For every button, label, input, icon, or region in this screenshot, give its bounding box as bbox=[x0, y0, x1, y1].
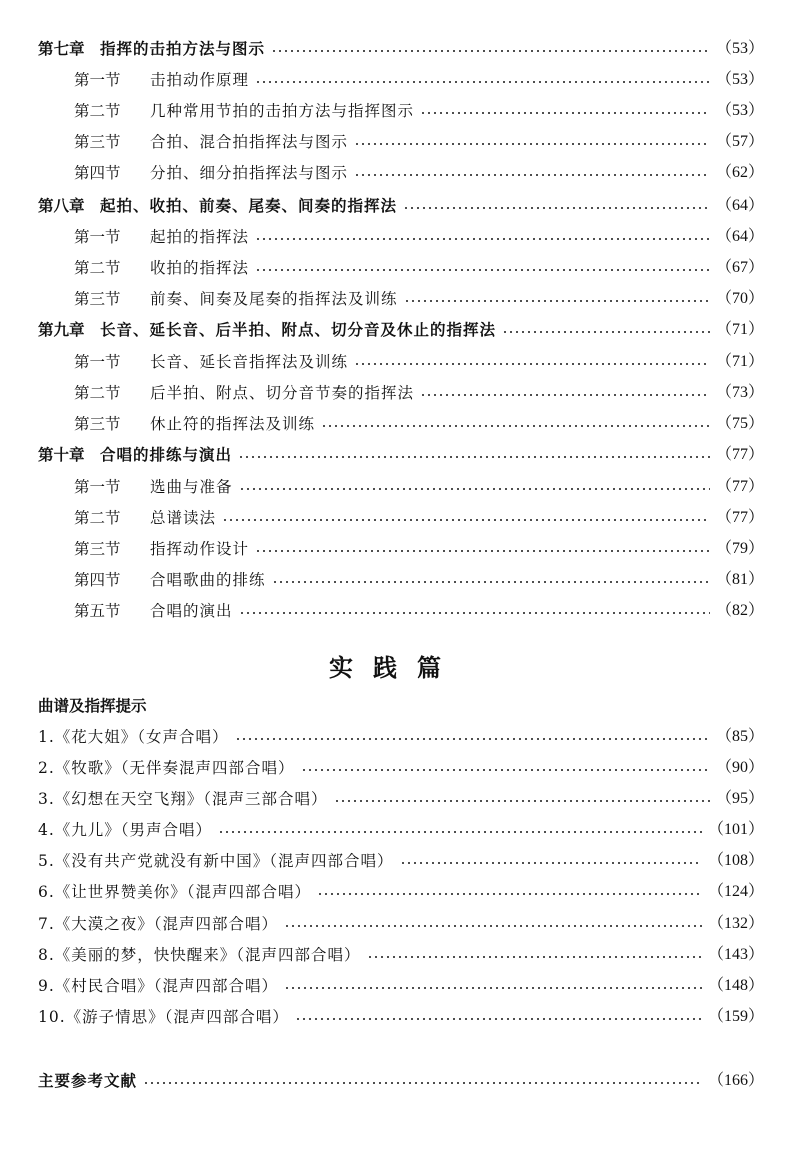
dot-leader bbox=[321, 425, 710, 427]
chapter-number: 第七章 bbox=[38, 40, 85, 58]
toc-section[interactable] bbox=[74, 130, 764, 154]
dot-leader bbox=[255, 81, 710, 83]
toc-chapter-10[interactable] bbox=[38, 443, 764, 467]
section-title: 合唱歌曲的排练 bbox=[150, 571, 266, 589]
page-number: （71） bbox=[715, 321, 764, 338]
page-number: （159） bbox=[707, 1008, 764, 1025]
page-number: （101） bbox=[707, 821, 764, 838]
section-title: 合拍、混合拍指挥法与图示 bbox=[150, 133, 349, 151]
page-number: （81） bbox=[715, 571, 764, 588]
chapter-number: 第十章 bbox=[38, 446, 85, 464]
dot-leader bbox=[403, 207, 710, 209]
toc-section[interactable] bbox=[74, 506, 764, 530]
section-title: 击拍动作原理 bbox=[150, 71, 250, 89]
toc-section[interactable] bbox=[74, 256, 764, 280]
section-number: 第一节 bbox=[74, 71, 121, 89]
toc-score-item[interactable] bbox=[38, 1005, 764, 1029]
toc-section[interactable] bbox=[74, 287, 764, 311]
page-number: （67） bbox=[715, 259, 764, 276]
page-number: （53） bbox=[715, 71, 764, 88]
dot-leader bbox=[420, 112, 710, 114]
dot-leader bbox=[354, 174, 710, 176]
dot-leader bbox=[367, 956, 702, 958]
section-title: 前奏、间奏及尾奏的指挥法及训练 bbox=[150, 290, 398, 308]
dot-leader bbox=[255, 269, 710, 271]
chapter-title: 长音、延长音、后半拍、附点、切分音及休止的指挥法 bbox=[100, 321, 497, 339]
page-number: （77） bbox=[715, 478, 764, 495]
dot-leader bbox=[272, 581, 710, 583]
dot-leader bbox=[235, 738, 710, 740]
dot-leader bbox=[284, 987, 702, 989]
section-number: 第三节 bbox=[74, 290, 121, 308]
section-number: 第一节 bbox=[74, 228, 121, 246]
score-title: 2.《牧歌》（无伴奏混声四部合唱） bbox=[38, 759, 295, 777]
dot-leader bbox=[218, 831, 702, 833]
section-title: 总谱读法 bbox=[150, 509, 217, 527]
chapter-number: 第八章 bbox=[38, 197, 85, 215]
toc-score-item[interactable] bbox=[38, 912, 764, 936]
toc-score-item[interactable] bbox=[38, 849, 764, 873]
score-title: 6.《让世界赞美你》（混声四部合唱） bbox=[38, 883, 312, 901]
section-number: 第四节 bbox=[74, 164, 121, 182]
dot-leader bbox=[271, 50, 710, 52]
page-number: （124） bbox=[707, 883, 764, 900]
toc-section[interactable] bbox=[74, 381, 764, 405]
page-number: （64） bbox=[715, 197, 764, 214]
toc-section[interactable] bbox=[74, 537, 764, 561]
section-title: 休止符的指挥法及训练 bbox=[150, 415, 316, 433]
chapter-title: 合唱的排练与演出 bbox=[100, 446, 233, 464]
page-number: （108） bbox=[707, 852, 764, 869]
page-number: （62） bbox=[715, 164, 764, 181]
toc-score-item[interactable] bbox=[38, 787, 764, 811]
page-number: （148） bbox=[707, 977, 764, 994]
page-number: （166） bbox=[707, 1072, 764, 1089]
section-title: 几种常用节拍的击拍方法与指挥图示 bbox=[150, 102, 415, 120]
score-title: 7.《大漠之夜》（混声四部合唱） bbox=[38, 915, 279, 933]
section-number: 第四节 bbox=[74, 571, 121, 589]
toc-section[interactable] bbox=[74, 475, 764, 499]
dot-leader bbox=[239, 612, 710, 614]
page-number: （77） bbox=[715, 446, 764, 463]
dot-leader bbox=[317, 893, 702, 895]
page-number: （70） bbox=[715, 290, 764, 307]
score-title: 8.《美丽的梦，快快醒来》（混声四部合唱） bbox=[38, 946, 361, 964]
page-number: （57） bbox=[715, 133, 764, 150]
dot-leader bbox=[301, 769, 710, 771]
section-number: 第二节 bbox=[74, 259, 121, 277]
section-title: 后半拍、附点、切分音节奏的指挥法 bbox=[150, 384, 415, 402]
page-number: （53） bbox=[715, 102, 764, 119]
section-title: 长音、延长音指挥法及训练 bbox=[150, 353, 349, 371]
toc-section[interactable] bbox=[74, 68, 764, 92]
toc-references[interactable] bbox=[38, 1069, 764, 1093]
page-number: （53） bbox=[715, 40, 764, 57]
toc-section[interactable] bbox=[74, 161, 764, 185]
section-number: 第三节 bbox=[74, 540, 121, 558]
page-number: （75） bbox=[715, 415, 764, 432]
dot-leader bbox=[502, 331, 710, 333]
toc-section[interactable] bbox=[74, 99, 764, 123]
chapter-title: 指挥的击拍方法与图示 bbox=[100, 40, 266, 58]
page-number: （85） bbox=[715, 728, 764, 745]
dot-leader bbox=[239, 488, 710, 490]
score-title: 5.《没有共产党就没有新中国》（混声四部合唱） bbox=[38, 852, 394, 870]
chapter-number: 第九章 bbox=[38, 321, 85, 339]
score-title: 4.《九儿》（男声合唱） bbox=[38, 821, 213, 839]
section-number: 第三节 bbox=[74, 133, 121, 151]
dot-leader bbox=[354, 363, 710, 365]
section-title: 收拍的指挥法 bbox=[150, 259, 250, 277]
page-number: （95） bbox=[715, 790, 764, 807]
score-title: 3.《幻想在天空飞翔》（混声三部合唱） bbox=[38, 790, 328, 808]
toc-chapter-8[interactable] bbox=[38, 194, 764, 218]
dot-leader bbox=[222, 519, 710, 521]
dot-leader bbox=[238, 456, 710, 458]
page-number: （90） bbox=[715, 759, 764, 776]
references-title: 主要参考文献 bbox=[38, 1072, 138, 1090]
score-title: 9.《村民合唱》（混声四部合唱） bbox=[38, 977, 279, 995]
section-title: 分拍、细分拍指挥法与图示 bbox=[150, 164, 349, 182]
page-number: （71） bbox=[715, 353, 764, 370]
toc-score-item[interactable] bbox=[38, 725, 764, 749]
section-number: 第二节 bbox=[74, 384, 121, 402]
dot-leader bbox=[255, 238, 710, 240]
dot-leader bbox=[334, 800, 710, 802]
dot-leader bbox=[420, 394, 710, 396]
toc-score-item[interactable] bbox=[38, 818, 764, 842]
toc-section[interactable] bbox=[74, 350, 764, 374]
dot-leader bbox=[400, 862, 702, 864]
page-number: （143） bbox=[707, 946, 764, 963]
toc-section[interactable] bbox=[74, 225, 764, 249]
section-title: 起拍的指挥法 bbox=[150, 228, 250, 246]
section-number: 第三节 bbox=[74, 415, 121, 433]
toc-section[interactable] bbox=[74, 599, 764, 623]
dot-leader bbox=[143, 1082, 702, 1084]
section-number: 第一节 bbox=[74, 478, 121, 496]
page-number: （64） bbox=[715, 228, 764, 245]
sub-heading: 曲谱及指挥提示 bbox=[38, 697, 147, 715]
section-number: 第五节 bbox=[74, 602, 121, 620]
dot-leader bbox=[354, 143, 710, 145]
toc-section[interactable] bbox=[74, 412, 764, 436]
score-title: 1.《花大姐》（女声合唱） bbox=[38, 728, 229, 746]
page-number: （132） bbox=[707, 915, 764, 932]
dot-leader bbox=[255, 550, 710, 552]
chapter-title: 起拍、收拍、前奏、尾奏、间奏的指挥法 bbox=[100, 197, 398, 215]
page-number: （79） bbox=[715, 540, 764, 557]
toc-section[interactable] bbox=[74, 568, 764, 592]
page-number: （82） bbox=[715, 602, 764, 619]
section-number: 第二节 bbox=[74, 509, 121, 527]
toc-score-item[interactable] bbox=[38, 974, 764, 998]
dot-leader bbox=[284, 925, 702, 927]
toc-score-item[interactable] bbox=[38, 756, 764, 780]
dot-leader bbox=[295, 1018, 702, 1020]
part-title: 实践篇 bbox=[329, 654, 461, 682]
section-number: 第二节 bbox=[74, 102, 121, 120]
toc-chapter-9[interactable] bbox=[38, 318, 764, 342]
section-title: 选曲与准备 bbox=[150, 478, 233, 496]
toc-chapter-7[interactable] bbox=[38, 37, 764, 61]
score-title: 10.《游子情思》（混声四部合唱） bbox=[38, 1008, 289, 1026]
section-title: 指挥动作设计 bbox=[150, 540, 250, 558]
section-title: 合唱的演出 bbox=[150, 602, 233, 620]
section-number: 第一节 bbox=[74, 353, 121, 371]
page-number: （77） bbox=[715, 509, 764, 526]
dot-leader bbox=[404, 300, 710, 302]
toc-score-item[interactable] bbox=[38, 943, 764, 967]
toc-score-item[interactable] bbox=[38, 880, 764, 904]
page-number: （73） bbox=[715, 384, 764, 401]
